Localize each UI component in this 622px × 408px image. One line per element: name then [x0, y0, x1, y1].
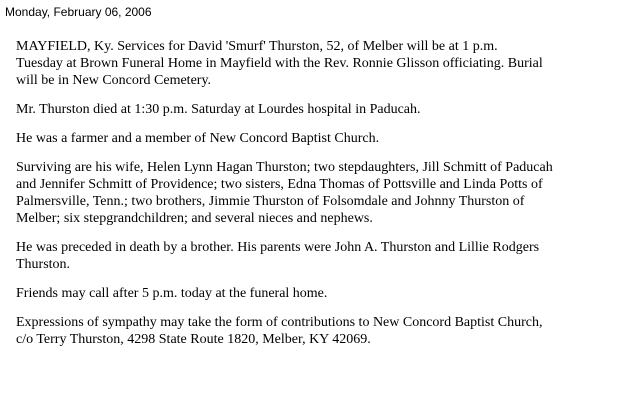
paragraph-death	[16, 101, 616, 118]
text-line: Palmersville, Tenn.; two brothers, Jimmie Thurston of Folsomdale and Johnny Thurston of	[16, 194, 525, 209]
paragraph-contributions	[16, 314, 616, 348]
text-line: He was a farmer and a member of New Concord Baptist Church.	[16, 131, 380, 146]
text-line: Thurston.	[16, 257, 71, 272]
text-line: Surviving are his wife, Helen Lynn Hagan Thurston; two stepdaughters, Jill Schmitt of Paducah	[16, 160, 553, 175]
paragraph-survivors	[16, 159, 616, 227]
text-line: He was preceded in death by a brother. His parents were John A. Thurston and Lillie Rodgers	[16, 240, 540, 255]
text-line: Expressions of sympathy may take the form of contributions to New Concord Baptist Church,	[16, 315, 543, 330]
paragraph-visitation	[16, 285, 616, 302]
text-line: Melber; six stepgrandchildren; and several nieces and nephews.	[16, 211, 373, 226]
text-line: Friends may call after 5 p.m. today at the funeral home.	[16, 286, 328, 301]
paragraph-occupation	[16, 130, 616, 147]
paragraph-services	[16, 38, 616, 89]
text-line: Tuesday at Brown Funeral Home in Mayfield with the Rev. Ronnie Glisson officiating. Burial	[16, 56, 543, 71]
paragraph-preceded	[16, 239, 616, 273]
text-line: will be in New Concord Cemetery.	[16, 73, 212, 88]
text-line: and Jennifer Schmitt of Providence; two sisters, Edna Thomas of Pottsville and Linda Potts of	[16, 177, 543, 192]
text-line: c/o Terry Thurston, 4298 State Route 1820, Melber, KY 42069.	[16, 332, 371, 347]
text-line: MAYFIELD, Ky. Services for David 'Smurf' Thurston, 52, of Melber will be at 1 p.m.	[16, 39, 498, 54]
obituary-article	[16, 38, 616, 360]
text-line: Mr. Thurston died at 1:30 p.m. Saturday at Lourdes hospital in Paducah.	[16, 102, 421, 117]
publication-date: Monday, February 06, 2006	[5, 5, 152, 19]
